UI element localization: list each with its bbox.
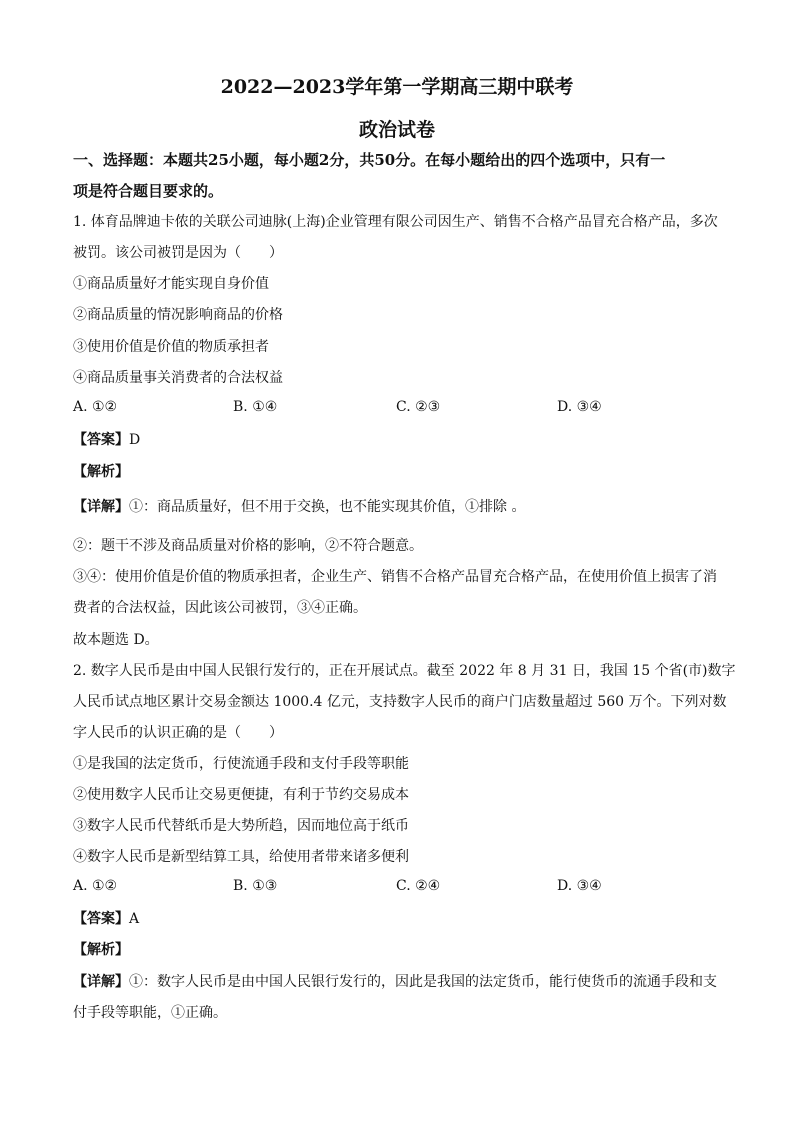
q2-stem-line3: 字人民币的认识正确的是（ ） bbox=[73, 725, 283, 741]
q1-detail-line1 bbox=[73, 497, 525, 517]
q1-item-1: ①商品质量好才能实现自身价值 bbox=[73, 276, 269, 292]
exam-title: 2022—2023学年第一学期高三期中联考 bbox=[220, 76, 574, 98]
q2-detail-line1 bbox=[73, 972, 717, 992]
q1-analysis-tag: 【解析】 bbox=[73, 464, 129, 480]
q1-detail-line3: ③④：使用价值是价值的物质承担者，企业生产、销售不合格产品冒充合格产品，在使用价值上损害了消 bbox=[73, 569, 717, 585]
q2-option-c: C. ②④ bbox=[396, 878, 441, 894]
q1-stem-line1: 1. 体育品牌迪卡侬的关联公司迪脉(上海)企业管理有限公司因生产、销售不合格产品冒充合格产品，多次 bbox=[73, 214, 718, 230]
q2-option-b: B. ①③ bbox=[233, 878, 278, 894]
section-instructions-line2: 项是符合题目要求的。 bbox=[73, 182, 224, 200]
q2-option-a: A. ①② bbox=[73, 878, 118, 894]
q1-answer: D bbox=[129, 432, 141, 448]
q1-option-d: D. ③④ bbox=[557, 399, 602, 415]
q2-analysis-tag: 【解析】 bbox=[73, 942, 129, 958]
q1-detail-line2: ②：题干不涉及商品质量对价格的影响，②不符合题意。 bbox=[73, 538, 423, 554]
q2-item-2: ②使用数字人民币让交易更便捷，有利于节约交易成本 bbox=[73, 787, 409, 803]
q1-answer-line bbox=[73, 430, 140, 450]
q1-item-3: ③使用价值是价值的物质承担者 bbox=[73, 339, 269, 355]
q1-option-c: C. ②③ bbox=[396, 399, 441, 415]
q2-item-4: ④数字人民币是新型结算工具，给使用者带来诸多便利 bbox=[73, 849, 409, 865]
q2-answer-line bbox=[73, 909, 139, 929]
q2-detail-text1: ①：数字人民币是由中国人民银行发行的，因此是我国的法定货币，能行使货币的流通手段和支 bbox=[129, 974, 717, 990]
section-instructions-line1: 一、选择题：本题共25小题，每小题2分，共50分。在每小题给出的四个选项中，只有一 bbox=[73, 151, 666, 169]
q1-item-2: ②商品质量的情况影响商品的价格 bbox=[73, 307, 283, 323]
q1-detail-text1: ①：商品质量好，但不用于交换，也不能实现其价值，①排除 。 bbox=[129, 499, 526, 515]
q2-detail-tag: 【详解】 bbox=[73, 974, 129, 990]
q1-detail-line4: 费者的合法权益，因此该公司被罚，③④正确。 bbox=[73, 600, 367, 616]
q2-item-1: ①是我国的法定货币，行使流通手段和支付手段等职能 bbox=[73, 756, 409, 772]
q1-detail-tag: 【详解】 bbox=[73, 499, 129, 515]
q2-stem-line2: 人民币试点地区累计交易金额达 1000.4 亿元，支持数字人民币的商户门店数量超过 560 万个。下列对数 bbox=[73, 694, 727, 710]
q2-option-d: D. ③④ bbox=[557, 878, 602, 894]
q2-stem-line1: 2. 数字人民币是由中国人民银行发行的，正在开展试点。截至 2022 年 8 月 31 日，我国 15 个省(市)数字 bbox=[73, 663, 736, 679]
q2-answer: A bbox=[129, 911, 140, 927]
q1-conclusion: 故本题选 D。 bbox=[73, 632, 159, 648]
q2-item-3: ③数字人民币代替纸币是大势所趋，因而地位高于纸币 bbox=[73, 818, 409, 834]
q1-stem-line2: 被罚。该公司被罚是因为（ ） bbox=[73, 245, 283, 261]
exam-subject: 政治试卷 bbox=[358, 119, 435, 141]
q1-answer-tag: 【答案】 bbox=[73, 432, 129, 448]
q1-item-4: ④商品质量事关消费者的合法权益 bbox=[73, 370, 283, 386]
q2-answer-tag: 【答案】 bbox=[73, 911, 129, 927]
q1-option-a: A. ①② bbox=[73, 399, 118, 415]
q2-detail-line2: 付手段等职能，①正确。 bbox=[73, 1005, 227, 1021]
q1-option-b: B. ①④ bbox=[233, 399, 278, 415]
